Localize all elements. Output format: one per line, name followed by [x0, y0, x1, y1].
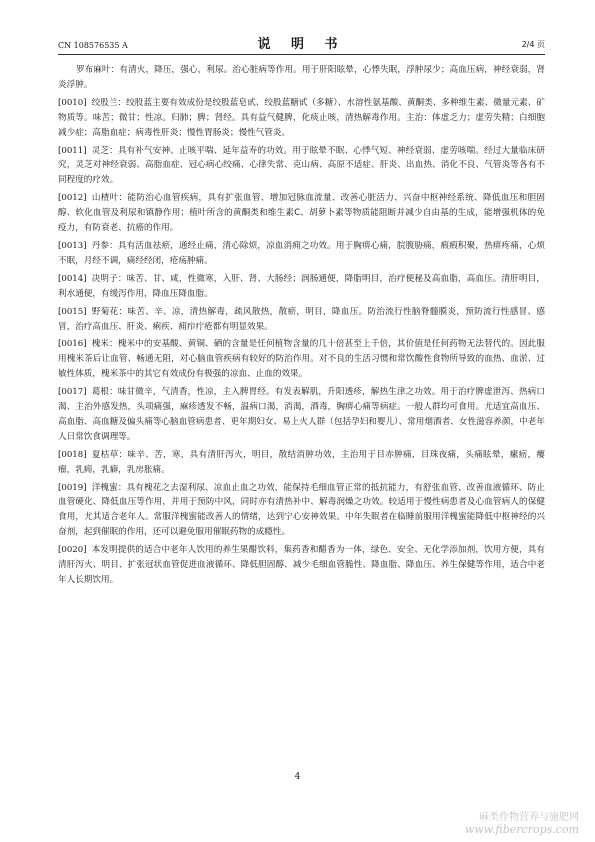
paragraph-text: 绞股兰：绞股蓝主要有效成份是绞股蓝皂甙、绞股蓝糖甙（多糖）、水溶性氨基酸、黄酮类、多种维生素、微量元素、矿物质等。味苦；微甘；性凉。归肺；脾；肾经。具有益气健脾，化痰止咳，清热解毒作用。主治：体虚乏力；虚劳失精；白细胞减少症；高脂血症；病毒性肝炎；慢性胃肠炎；慢性气管炎。 [58, 97, 545, 138]
paragraph-number: [0018] [58, 449, 87, 460]
paragraph-text: 洋槐蜜：具有槐花之去湿利尿、凉血止血之功效，能保持毛细血管正常的抵抗能力，有舒张血管、改善血液循环、防止血管硬化、降低血压等作用，并用于预防中风，同时亦有清热补中、解毒润燥之功效。较适用于慢性病患者及心血管病人的保健食用，尤其适合老年人。常服洋槐蜜能改善人的情绪，达到宁心安神效果。中年失眠者在临睡前服用洋槐蜜能降低中枢神经的兴奋剂，起到催眠的作用，还可以避免服用催眠药物的成瘾性。 [58, 482, 545, 538]
paragraph-text: 本发明提供的适合中老年人饮用的养生果醋饮料，集药香和醋香为一体，绿色、安全、无化学添加剂，饮用方便，具有清肝泻火、明目、扩张冠状血管促进血液循环、降低胆固醇、减少毛细血管脆性、降血脂、降血压、养生保健等作用，适合中老年人长期饮用。 [58, 545, 545, 585]
document-title: 说 明 书 [257, 37, 346, 52]
paragraph-number: [0019] [58, 482, 87, 493]
paragraph [58, 239, 545, 269]
paragraph-number: [0017] [58, 387, 87, 398]
paragraph-text: 野菊花：味苦、辛、凉，清热解毒，疏风散热，散瘀，明目，降血压。防治流行性脑脊髓膜炎，预防流行性感冒、感冒，治疗高血压、肝炎、痢疾、痈疖疔疮都有明显效果。 [58, 306, 545, 332]
paragraph [58, 144, 545, 189]
paragraph [58, 272, 545, 302]
paragraph [58, 305, 545, 335]
paragraph-text: 灵芝：具有补气安神、止咳平喘、延年益寿的功效。用于眩晕不眠、心悸气短、神经衰弱、虚劳咳喘。经过大量临床研究，灵芝对神经衰弱、高脂血症、冠心病心绞痛、心律失常、克山病、高原不适症、肝炎、出血热、消化不良、气管炎等各有不同程度的疗效。 [58, 145, 545, 186]
site-watermark [465, 812, 579, 836]
paragraph-text: 决明子：味苦、甘、咸，性微寒，入肝、肾、大肠经；润肠通便，降脂明目，治疗便秘及高血脂，高血压。清肝明目，利水通便，有缓泻作用，降血压降血脂。 [58, 273, 545, 299]
paragraph [58, 337, 545, 382]
paragraph-number: [0020] [58, 545, 87, 556]
paragraph [58, 448, 545, 478]
paragraph-number: [0015] [58, 306, 87, 317]
paragraph [58, 543, 545, 588]
patent-number: CN 108576535 A [58, 41, 128, 50]
watermark-url: www.fibercrops.com [464, 823, 579, 836]
paragraph-number: [0016] [58, 339, 87, 350]
paragraph-text: 槐米：槐米中的安基酸、黄铜、硒的含量是任何植物含量的几十倍甚至上千倍，其价值是任何药物无法替代的。因此服用槐米茶后让血管、畅通无阻，对心脑血管疾病有较好的防治作用。对不良的生活习惯和常饮酸性食物所导致的血热、血淤、过敏性体质，槐米茶中的其它有效成份有极强的凉血、止血的效果。 [58, 339, 545, 380]
paragraph [58, 385, 545, 445]
paragraph-text: 夏枯草：味辛、苦，寒，具有清肝泻火，明目，散结消肿功效，主治用于目赤肿痛，目珠夜痛，头痛眩晕，瘰疬，瘿瘤，乳痈，乳癖，乳房胀痛。 [58, 449, 545, 475]
page-indicator: 2/4 页 [521, 40, 545, 49]
watermark-title: 麻类作物营养与施肥网 [479, 812, 579, 823]
paragraph-number: [0011] [58, 145, 87, 156]
paragraph-number: [0013] [58, 240, 87, 251]
paragraph [58, 191, 545, 236]
paragraph-number: [0012] [58, 193, 87, 204]
paragraph [58, 481, 545, 541]
paragraph-number: [0010] [58, 97, 87, 108]
paragraph [58, 96, 545, 141]
paragraph-text: 丹参：具有活血祛瘀，通经止痛，清心除烦，凉血消痈之功效。用于胸痹心痛，脘腹胁痛，瘕瘕积聚，热痹疼痛，心烦不眠，月经不调，痛经经闭，疮疡肿痛。 [58, 240, 545, 266]
paragraph-text: 葛根：味甘微辛，气清香，性凉，主入脾胃经。有发表解肌，升阳透疹，解热生津之功效。用于治疗脾虚泄泻、热病口渴、主治外感发热，头项痛强，麻疹透发不畅，温病口渴，消渴，酒毒，胸痹心痛等病症。一般人群均可食用。尤适宜高血压、高血脂、高血糖及偏头痛等心脑血管病患者、更年期妇女、易上火人群（包括孕妇和婴儿）、常用烟酒者、女性滋容养颜，中老年人日常饮食调理等。 [58, 387, 545, 442]
paragraph [58, 63, 545, 93]
page-header [58, 34, 545, 55]
paragraph-text: 山楂叶：能防治心血管疾病，具有扩张血管、增加冠脉血流量、改善心脏活力、兴奋中枢神经系统、降低血压和胆固醇、软化血管及利尿和镇静作用；植叶所含的黄酮类和维生素C、胡萝卜素等物质能阻断并减少自由基的生成，能增强机体的免疫力，有防衰老、抗癌的作用。 [58, 193, 545, 234]
paragraph-number: [0014] [58, 273, 87, 284]
description-body [58, 63, 545, 591]
page-number: 4 [294, 772, 301, 782]
paragraph-text: 罗布麻叶：有清火，降压，强心，利尿。治心脏病等作用。用于肝阳眩晕，心悸失眠，浮肿尿少；高血压病，神经衰弱，肾炎浮肿。 [58, 65, 545, 90]
